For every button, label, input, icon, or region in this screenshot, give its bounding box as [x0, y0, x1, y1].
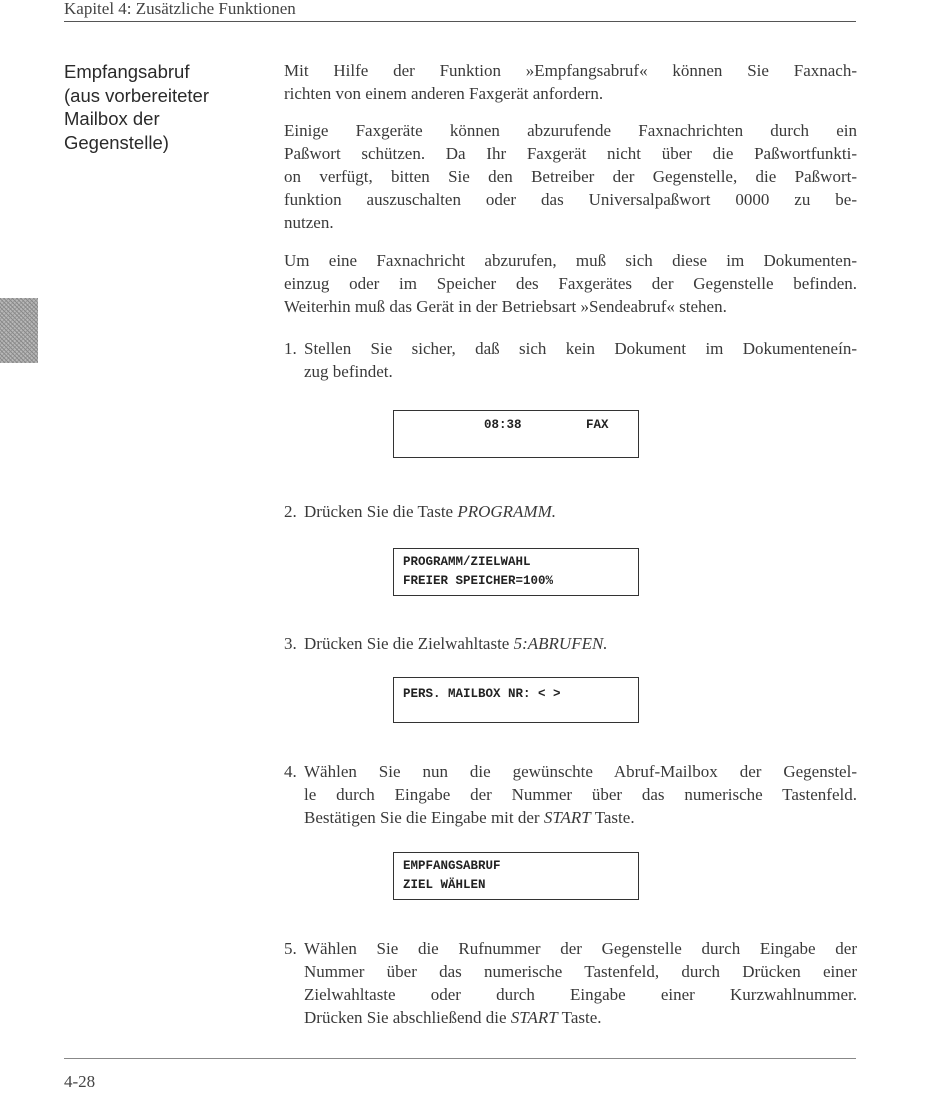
- step-line: Wählen Sie nun die gewünschte Abruf-Mailbox der Gegenstel-: [304, 762, 857, 781]
- paragraph-line: einzug oder im Speicher des Faxgerätes der Gegenstelle befinden.: [284, 274, 857, 293]
- section-heading-line: Mailbox der: [64, 108, 160, 129]
- paragraph-line: funktion auszuschalten oder das Universalpaßwort 0000 zu be-: [284, 190, 857, 209]
- header-rule: [64, 21, 856, 22]
- step-text: Drücken Sie die Zielwahltaste: [304, 634, 514, 653]
- step-line: le durch Eingabe der Nummer über das numerische Tastenfeld.: [304, 785, 857, 804]
- key-name: PROGRAMM.: [457, 502, 557, 521]
- lcd-display-program: [393, 548, 639, 596]
- step-text: Taste.: [557, 1008, 602, 1027]
- paragraph-line: on verfügt, bitten Sie den Betreiber der Gegenstelle, die Paßwort-: [284, 167, 857, 186]
- step-4: [284, 760, 857, 829]
- lcd-mode: FAX: [586, 418, 609, 432]
- footer-rule: [64, 1058, 856, 1059]
- key-name: START: [543, 808, 591, 827]
- section-heading: [64, 60, 264, 154]
- step-text: Taste.: [590, 808, 635, 827]
- step-1: [284, 337, 857, 383]
- step-line: zug befindet.: [304, 362, 393, 381]
- lcd-line-1: PROGRAMM/ZIELWAHL: [403, 555, 531, 569]
- key-name: 5:ABRUFEN.: [513, 634, 608, 653]
- key-name: START: [510, 1008, 558, 1027]
- page-number: 4-28: [64, 1072, 96, 1091]
- section-heading-line: Empfangsabruf: [64, 61, 190, 82]
- paragraph-line: nutzen.: [284, 213, 334, 232]
- paragraph-line: richten von einem anderen Faxgerät anfordern.: [284, 84, 604, 103]
- step-2: [284, 500, 857, 523]
- lcd-display-mailbox: [393, 677, 639, 723]
- paragraph-line: Paßwort schützen. Da Ihr Faxgerät nicht über die Paßwortfunkti-: [284, 144, 857, 163]
- step-line: Wählen Sie die Rufnummer der Gegenstelle durch Eingabe der: [304, 939, 857, 958]
- step-number: 3.: [284, 634, 297, 653]
- step-number: 4.: [284, 762, 297, 781]
- running-header: Kapitel 4: Zusätzliche Funktionen: [64, 0, 296, 18]
- paragraph-line: Mit Hilfe der Funktion »Empfangsabruf« können Sie Faxnach-: [284, 61, 857, 80]
- paragraph-requirements: [284, 249, 857, 318]
- section-heading-line: (aus vorbereiteter: [64, 84, 209, 106]
- lcd-line-2: FREIER SPEICHER=100%: [403, 574, 554, 588]
- step-5: [284, 937, 857, 1029]
- section-heading-line: Gegenstelle): [64, 131, 169, 153]
- step-line: Nummer über das numerische Tastenfeld, durch Drücken einer: [304, 962, 857, 981]
- paragraph-line: Weiterhin muß das Gerät in der Betriebsart »Sendeabruf« stehen.: [284, 297, 727, 316]
- lcd-line-1: PERS. MAILBOX NR: < >: [403, 687, 561, 701]
- paragraph-intro: [284, 59, 857, 105]
- step-text: Bestätigen Sie die Eingabe mit der: [304, 808, 544, 827]
- step-line: Zielwahltaste oder durch Eingabe einer Kurzwahlnummer.: [304, 985, 857, 1004]
- step-number: 2.: [284, 502, 297, 521]
- step-text: Drücken Sie die Taste: [304, 502, 458, 521]
- step-text: Drücken Sie abschließend die: [304, 1008, 511, 1027]
- lcd-line-1: EMPFANGSABRUF: [403, 859, 501, 873]
- step-3: [284, 632, 857, 655]
- step-number: 5.: [284, 939, 297, 958]
- step-line: Stellen Sie sicher, daß sich kein Dokument im Dokumenteneín-: [304, 339, 857, 358]
- lcd-time: 08:38: [484, 418, 522, 432]
- paragraph-line: Um eine Faxnachricht abzurufen, muß sich diese im Dokumenten-: [284, 251, 857, 270]
- lcd-line-2: ZIEL WÄHLEN: [403, 878, 486, 892]
- paragraph-password: [284, 119, 857, 234]
- lcd-display-idle: [393, 410, 639, 458]
- step-number: 1.: [284, 339, 297, 358]
- paragraph-line: Einige Faxgeräte können abzurufende Faxnachrichten durch ein: [284, 121, 857, 140]
- lcd-display-receive-poll: [393, 852, 639, 900]
- chapter-thumb-tab: [0, 298, 38, 363]
